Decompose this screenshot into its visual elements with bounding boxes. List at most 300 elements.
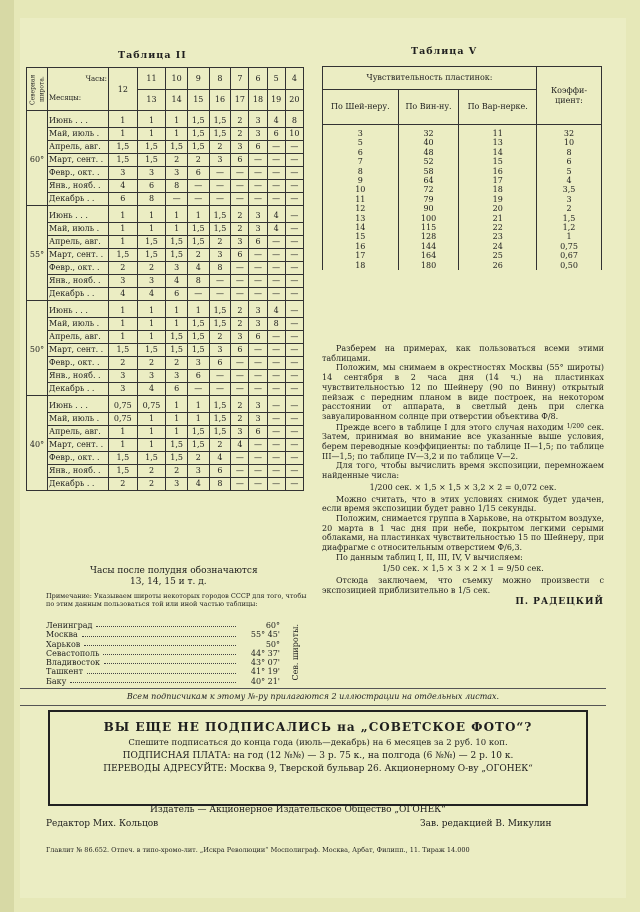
table-5-title: Таблица V	[411, 46, 478, 57]
table-row	[27, 330, 304, 343]
value-cell: 1,5	[109, 153, 138, 166]
ad-line-3: ПЕРЕВОДЫ АДРЕСУЙТЕ: Москва 9, Тверской бульвар 26. Акционерному О-ву „ОГОНЕК“	[103, 764, 533, 774]
col-bot: 16	[209, 89, 231, 111]
value-cell: 3,5	[537, 185, 602, 194]
city-name: Ленинград	[46, 621, 93, 630]
table-row	[27, 140, 304, 153]
value-cell: —	[249, 382, 267, 395]
value-cell: 1,5	[209, 317, 231, 330]
value-cell: 1,5	[187, 425, 209, 438]
value-cell: 2	[187, 248, 209, 261]
value-cell: 16	[323, 242, 399, 251]
value-cell: 2	[166, 356, 188, 369]
value-cell: 6	[187, 166, 209, 179]
latitude-cell: 50°	[27, 301, 48, 396]
latitude-cell: 55°	[27, 206, 48, 301]
table-row	[27, 369, 304, 382]
value-cell: —	[209, 179, 231, 192]
value-cell: 4	[109, 179, 138, 192]
value-cell: 8	[285, 111, 303, 128]
value-cell: 1	[537, 232, 602, 241]
month-cell: Май, июль .	[48, 222, 109, 235]
table-row	[323, 195, 602, 204]
value-cell: —	[267, 451, 285, 464]
city-latitude: 60°	[265, 621, 280, 630]
value-cell: 1,5	[166, 438, 188, 451]
value-cell: —	[285, 356, 303, 369]
value-cell: 3	[249, 412, 267, 425]
value-cell: —	[267, 343, 285, 356]
value-cell: 1	[109, 235, 138, 248]
table-row	[323, 138, 602, 147]
table-row	[27, 464, 304, 477]
value-cell: 1	[137, 111, 166, 128]
table-5	[322, 66, 602, 270]
city-row	[46, 621, 308, 630]
value-cell: 1	[137, 206, 166, 223]
month-cell: Янв., нояб. .	[48, 274, 109, 287]
value-cell: 164	[398, 251, 459, 260]
article-text: Прежде всего в таблице I для этого случая находим	[336, 422, 567, 432]
value-cell: 3	[109, 166, 138, 179]
value-cell: 1	[137, 301, 166, 318]
value-cell: 6	[249, 425, 267, 438]
value-cell: —	[285, 451, 303, 464]
value-cell: 1,5	[187, 111, 209, 128]
col-top: 8	[209, 68, 231, 90]
value-cell: 1	[166, 317, 188, 330]
table-row	[27, 261, 304, 274]
value-cell: —	[267, 140, 285, 153]
value-cell: 0,75	[137, 396, 166, 413]
value-cell: 1	[187, 396, 209, 413]
value-cell: 4	[187, 477, 209, 490]
value-cell: 6	[249, 140, 267, 153]
value-cell: 1,5	[109, 451, 138, 464]
table-row	[323, 223, 602, 232]
value-cell: 1	[109, 330, 138, 343]
city-row	[46, 630, 308, 639]
value-cell: 0,50	[537, 261, 602, 270]
value-cell: 1,5	[109, 248, 138, 261]
value-cell: 1	[109, 206, 138, 223]
city-latitude: 43° 07'	[250, 658, 280, 668]
col-bot: 18	[249, 89, 267, 111]
value-cell: —	[285, 396, 303, 413]
value-cell: 1,5	[137, 343, 166, 356]
value-cell: 1,5	[209, 301, 231, 318]
value-cell: 1,5	[137, 140, 166, 153]
month-cell: Май, июль .	[48, 412, 109, 425]
value-cell: 3	[249, 317, 267, 330]
table-row	[27, 301, 304, 318]
formula-2: 1/50 сек. × 1,5 × 3 × 2 × 1 = 9/50 сек.	[382, 564, 544, 574]
value-cell: —	[267, 287, 285, 300]
value-cell: —	[267, 261, 285, 274]
value-cell: —	[231, 179, 249, 192]
value-cell: —	[285, 330, 303, 343]
col-top: 5	[267, 68, 285, 90]
value-cell: 14	[459, 148, 537, 157]
hours-label: Часы:	[85, 75, 107, 83]
table-5-body	[323, 125, 602, 271]
value-cell: 4	[209, 451, 231, 464]
table-row	[323, 261, 602, 270]
col-bot: 13	[137, 89, 166, 111]
value-cell: 1	[109, 317, 138, 330]
value-cell: —	[231, 477, 249, 490]
article-paragraph: Положим, мы снимаем в окрестностях Москвы (55° широты) 14 сентября в 2 часа дня (14 ч.) на пластинках чувствительностью 12 по Шейнеру (90 по Винну) открытый пейзаж с передним планом в виде построек, на некотором расстоянии от аппарата, в светлый день при слегка завуалированном солнце при отверстии объектива Ф/8.	[322, 363, 604, 421]
month-cell: Июнь . . .	[48, 206, 109, 223]
value-cell: —	[285, 438, 303, 451]
value-cell: —	[187, 179, 209, 192]
value-cell: 1	[187, 206, 209, 223]
value-cell: 72	[398, 185, 459, 194]
table-2-title: Таблица II	[118, 50, 187, 61]
value-cell: 3	[231, 140, 249, 153]
value-cell: 180	[398, 261, 459, 270]
value-cell: 1,5	[209, 396, 231, 413]
value-cell: 11	[323, 195, 399, 204]
value-cell: 1,5	[187, 317, 209, 330]
value-cell: 2	[231, 317, 249, 330]
value-cell: 2	[231, 222, 249, 235]
value-cell: 13	[459, 138, 537, 147]
col-bot: 17	[231, 89, 249, 111]
value-cell: —	[267, 248, 285, 261]
value-cell: 1,5	[137, 235, 166, 248]
value-cell: —	[285, 179, 303, 192]
table-row	[27, 343, 304, 356]
col-top: 6	[249, 68, 267, 90]
month-cell: Май, июль .	[48, 127, 109, 140]
leader-dots	[70, 677, 236, 683]
value-cell: 1,5	[537, 214, 602, 223]
value-cell: —	[231, 451, 249, 464]
value-cell: 1	[166, 127, 188, 140]
value-cell: —	[267, 179, 285, 192]
value-cell: —	[285, 192, 303, 205]
value-cell: 1,5	[137, 451, 166, 464]
value-cell: 0,75	[109, 396, 138, 413]
value-cell: 2	[231, 111, 249, 128]
value-cell: —	[231, 369, 249, 382]
value-cell: —	[249, 464, 267, 477]
value-cell: 6	[249, 235, 267, 248]
value-cell: 0,75	[109, 412, 138, 425]
table-row	[27, 317, 304, 330]
value-cell: —	[285, 412, 303, 425]
article-body	[322, 344, 604, 607]
value-cell: —	[267, 412, 285, 425]
value-cell: 4	[231, 438, 249, 451]
value-cell: 144	[398, 242, 459, 251]
cities-note: Примечание: Указываем широты некоторых городов СССР для того, чтобы по этим данным пользоваться той или иной частью таблицы:	[46, 592, 307, 608]
latitude-cell: 40°	[27, 396, 48, 491]
value-cell: 1,2	[537, 223, 602, 232]
table-2-footer-1: Часы после полудня обозначаются	[90, 566, 258, 576]
table-row	[27, 425, 304, 438]
value-cell: —	[209, 274, 231, 287]
col-top: 11	[137, 68, 166, 90]
value-cell: 3	[209, 343, 231, 356]
value-cell: 18	[323, 261, 399, 270]
value-cell: —	[285, 369, 303, 382]
value-cell: —	[187, 287, 209, 300]
value-cell: 4	[137, 382, 166, 395]
article-paragraph: Положим, снимается группа в Харькове, на открытом воздухе, 20 марта в 1 час дня при небе, покрытом легкими серыми облаками, на пластинках чувствительностью 15 по Шейнеру, при диафрагме с относительным отверстием Ф/6,3.	[322, 513, 604, 553]
value-cell: 1	[166, 412, 188, 425]
value-cell: 1	[137, 127, 166, 140]
value-cell: 11	[459, 125, 537, 139]
value-cell: 1,5	[187, 222, 209, 235]
value-cell: —	[249, 287, 267, 300]
leader-dots	[84, 640, 236, 646]
value-cell: 18	[459, 185, 537, 194]
table-row	[27, 438, 304, 451]
city-name: Москва	[46, 630, 78, 640]
value-cell: 128	[398, 232, 459, 241]
month-cell: Май, июль .	[48, 317, 109, 330]
table-row	[27, 222, 304, 235]
city-latitude: 41° 19'	[250, 667, 280, 677]
value-cell: —	[285, 301, 303, 318]
value-cell: 1	[137, 425, 166, 438]
value-cell: —	[267, 464, 285, 477]
value-cell: 8	[209, 477, 231, 490]
value-cell: 1,5	[109, 140, 138, 153]
value-cell: —	[267, 382, 285, 395]
value-cell: 0,75	[537, 242, 602, 251]
city-name: Владивосток	[46, 658, 101, 668]
value-cell: 3	[249, 111, 267, 128]
article-text: сек. Затем, принимая во внимание все указанные выше условия, берем переводные коэффициенты: по таблице II—1,5; по таблице III—1,5; по таблице IV—3,2 и по таблице V—2.	[322, 422, 604, 461]
city-name: Ташкент	[46, 667, 84, 677]
value-cell: 64	[398, 176, 459, 185]
value-cell: 10	[323, 185, 399, 194]
value-cell: 3	[231, 330, 249, 343]
value-cell: 8	[166, 179, 188, 192]
month-cell: Февр., окт. .	[48, 166, 109, 179]
city-latitude: 50°	[265, 639, 280, 649]
value-cell: 1,5	[187, 127, 209, 140]
value-cell: 1	[137, 412, 166, 425]
table-row	[27, 166, 304, 179]
value-cell: 8	[323, 167, 399, 176]
value-cell: 1	[109, 111, 138, 128]
leader-dots	[87, 667, 236, 673]
col-top: 10	[166, 68, 188, 90]
value-cell: 32	[398, 125, 459, 139]
col-top: 7	[231, 68, 249, 90]
value-cell: 1,5	[166, 330, 188, 343]
value-cell: —	[267, 396, 285, 413]
value-cell: 3	[187, 464, 209, 477]
supplements-note: Всем подписчикам к этому №-ру прилагаются 2 иллюстрации на отдельных листах.	[20, 688, 606, 706]
month-cell: Март, сент. .	[48, 153, 109, 166]
value-cell: 4	[109, 287, 138, 300]
value-cell: 40	[398, 138, 459, 147]
value-cell: 100	[398, 214, 459, 223]
value-cell: —	[285, 140, 303, 153]
month-cell: Апрель, авг.	[48, 425, 109, 438]
scheiner-header: По Шей-неру.	[323, 90, 399, 125]
value-cell: 2	[231, 301, 249, 318]
table-row	[27, 412, 304, 425]
value-cell: 6	[537, 157, 602, 166]
city-row	[46, 658, 308, 667]
value-cell: 1,5	[166, 248, 188, 261]
value-cell: —	[285, 166, 303, 179]
ad-line-1: Спешите подписаться до конца года (июль—декабрь) на 6 месяцев за 2 руб. 10 коп.	[128, 738, 508, 748]
value-cell: —	[267, 192, 285, 205]
table-row	[323, 176, 602, 185]
value-cell: —	[285, 343, 303, 356]
value-cell: 6	[109, 192, 138, 205]
value-cell: —	[209, 192, 231, 205]
managing-editor: Зав. редакцией В. Микулин	[420, 819, 552, 829]
table-row	[27, 206, 304, 223]
table-row	[323, 167, 602, 176]
table-row	[27, 179, 304, 192]
month-cell: Февр., окт. .	[48, 261, 109, 274]
value-cell: 25	[459, 251, 537, 260]
print-imprint: Главлит № 86.652. Отпеч. в типо-хромо-лит. „Искра Революции“ Мосполиграф. Москва, Арбат, Филипп., 11. Тираж 14.000	[46, 846, 470, 854]
value-cell: 1,5	[209, 111, 231, 128]
value-cell: —	[249, 477, 267, 490]
value-cell: 23	[459, 232, 537, 241]
value-cell: 1,5	[209, 127, 231, 140]
value-cell: 1,5	[209, 425, 231, 438]
value-cell: 6	[187, 369, 209, 382]
col-bot: 14	[166, 89, 188, 111]
table-row	[27, 274, 304, 287]
coefficient-header: Коэффи-циент:	[537, 67, 602, 125]
value-cell: 90	[398, 204, 459, 213]
value-cell: 6	[209, 356, 231, 369]
value-cell: 52	[398, 157, 459, 166]
value-cell: 4	[267, 222, 285, 235]
value-cell: 6	[231, 153, 249, 166]
value-cell: —	[209, 382, 231, 395]
table-row	[323, 232, 602, 241]
table-row	[27, 111, 304, 128]
city-name: Баку	[46, 676, 67, 686]
table-row	[323, 185, 602, 194]
value-cell: 13	[323, 214, 399, 223]
value-cell: —	[231, 464, 249, 477]
col-top: 9	[187, 68, 209, 90]
value-cell: 1,5	[187, 438, 209, 451]
value-cell: —	[231, 287, 249, 300]
value-cell: 2	[137, 261, 166, 274]
month-cell: Февр., окт. .	[48, 451, 109, 464]
value-cell: 1	[166, 425, 188, 438]
value-cell: 15	[459, 157, 537, 166]
value-cell: —	[285, 235, 303, 248]
value-cell: 4	[267, 111, 285, 128]
value-cell: —	[267, 477, 285, 490]
value-cell: —	[267, 356, 285, 369]
value-cell: 6	[209, 464, 231, 477]
value-cell: —	[249, 166, 267, 179]
table-2-body	[27, 111, 304, 491]
value-cell: 1,5	[166, 343, 188, 356]
value-cell: 8	[209, 261, 231, 274]
value-cell: —	[285, 206, 303, 223]
value-cell: —	[231, 166, 249, 179]
value-cell: 6	[231, 248, 249, 261]
month-cell: Апрель, авг.	[48, 235, 109, 248]
value-cell: —	[249, 153, 267, 166]
value-cell: 8	[187, 274, 209, 287]
value-cell: —	[249, 369, 267, 382]
value-cell: 3	[166, 369, 188, 382]
value-cell: —	[267, 425, 285, 438]
leader-dots	[96, 621, 236, 627]
publisher: Издатель — Акционерное Издательское Общество „ОГОНЕК“	[150, 805, 446, 815]
month-cell: Июнь . . .	[48, 396, 109, 413]
table-row	[27, 451, 304, 464]
table-row	[27, 192, 304, 205]
month-cell: Март, сент. .	[48, 248, 109, 261]
month-cell: Декабрь . .	[48, 477, 109, 490]
month-cell: Апрель, авг.	[48, 330, 109, 343]
leader-dots	[103, 649, 236, 655]
value-cell: —	[249, 248, 267, 261]
value-cell: 3	[537, 195, 602, 204]
value-cell: 6	[249, 330, 267, 343]
value-cell: 3	[249, 222, 267, 235]
value-cell: 17	[323, 251, 399, 260]
value-cell: 2	[187, 153, 209, 166]
value-cell: —	[267, 235, 285, 248]
value-cell: 58	[398, 167, 459, 176]
article-paragraph: Разберем на примерах, как пользоваться всеми этими таблицами.	[322, 344, 604, 363]
article-paragraph: По данным таблиц I, II, III, IV, V вычисляем:	[336, 552, 523, 562]
value-cell: —	[231, 382, 249, 395]
value-cell: 3	[166, 261, 188, 274]
city-latitude: 40° 21'	[250, 676, 280, 686]
value-cell: 32	[537, 125, 602, 139]
value-cell: 2	[109, 356, 138, 369]
value-cell: 48	[398, 148, 459, 157]
value-cell: 1,5	[187, 330, 209, 343]
formula-1: 1/200 сек. × 1,5 × 1,5 × 3,2 × 2 = 0,072 сек.	[369, 482, 557, 492]
value-cell: 2	[537, 204, 602, 213]
value-cell: 0,67	[537, 251, 602, 260]
table-row	[27, 248, 304, 261]
table-row	[323, 214, 602, 223]
month-cell: Декабрь . .	[48, 192, 109, 205]
value-cell: 2	[231, 412, 249, 425]
value-cell: 1,5	[109, 464, 138, 477]
col-bot: 20	[285, 89, 303, 111]
table-row	[27, 153, 304, 166]
col-bot: 19	[267, 89, 285, 111]
hours-months-header	[48, 68, 109, 111]
value-cell: 1,5	[209, 412, 231, 425]
value-cell: —	[285, 477, 303, 490]
months-label: Месяцы:	[49, 94, 82, 102]
value-cell: 6	[137, 179, 166, 192]
value-cell: 6	[267, 127, 285, 140]
value-cell: 22	[459, 223, 537, 232]
table-2	[26, 67, 304, 491]
col-12: 12	[109, 68, 138, 111]
value-cell: 3	[209, 153, 231, 166]
value-cell: 24	[459, 242, 537, 251]
